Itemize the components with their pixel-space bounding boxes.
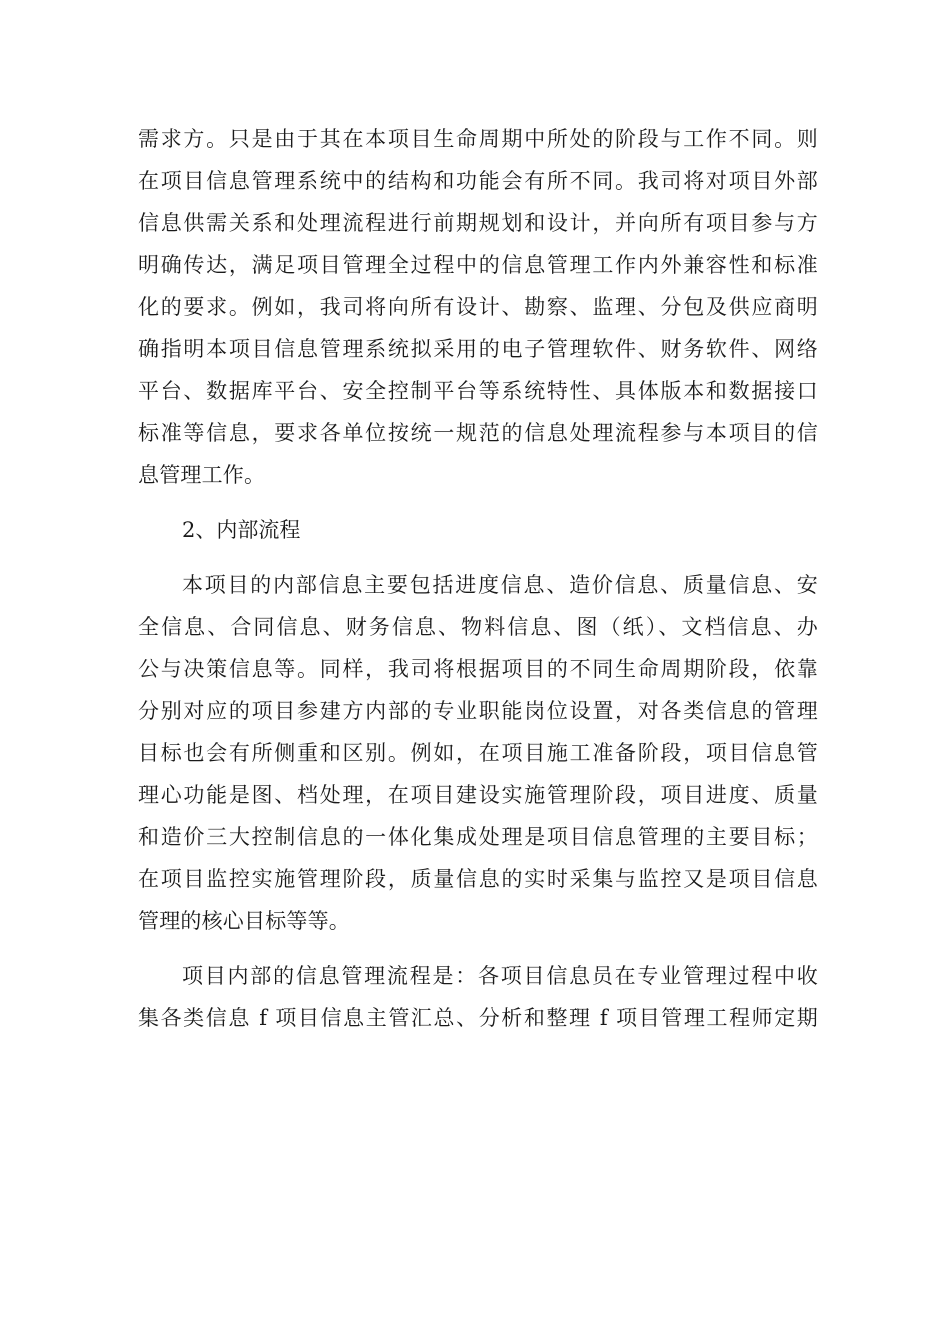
section-heading-internal-flow: 2、内部流程 bbox=[182, 518, 301, 542]
text-line: 息管理工作。 bbox=[138, 463, 266, 487]
text-line: 在项目信息管理系统中的结构和功能会有所不同。我司将对项目外部 bbox=[138, 169, 818, 193]
document-page bbox=[138, 118, 818, 1039]
text-line: 和造价三大控制信息的一体化集成处理是项目信息管理的主要目标； bbox=[138, 825, 818, 849]
text-line: 理心功能是图、档处理，在项目建设实施管理阶段，项目进度、质量 bbox=[138, 783, 818, 807]
text-line: 平台、数据库平台、安全控制平台等系统特性、具体版本和数据接口 bbox=[138, 379, 818, 403]
text-line: 化的要求。例如，我司将向所有设计、勘察、监理、分包及供应商明 bbox=[138, 295, 818, 319]
text-line: 管理的核心目标等等。 bbox=[138, 909, 350, 933]
text-line: 目标也会有所侧重和区别。例如，在项目施工准备阶段，项目信息管 bbox=[138, 741, 818, 765]
text-line: 公与决策信息等。同样，我司将根据项目的不同生命周期阶段，依靠 bbox=[138, 657, 818, 681]
text-line: 需求方。只是由于其在本项目生命周期中所处的阶段与工作不同。则 bbox=[138, 127, 818, 151]
text-line: 项目内部的信息管理流程是：各项目信息员在专业管理过程中收 bbox=[182, 964, 818, 988]
paragraph-internal-info bbox=[138, 564, 818, 942]
text-line: 明确传达，满足项目管理全过程中的信息管理工作内外兼容性和标准 bbox=[138, 253, 818, 277]
text-line: 确指明本项目信息管理系统拟采用的电子管理软件、财务软件、网络 bbox=[138, 337, 818, 361]
text-line: 信息供需关系和处理流程进行前期规划和设计，并向所有项目参与方 bbox=[138, 211, 818, 235]
text-line: 集各类信息 f 项目信息主管汇总、分析和整理 f 项目管理工程师定期 bbox=[138, 1006, 818, 1030]
text-line: 分别对应的项目参建方内部的专业职能岗位设置，对各类信息的管理 bbox=[138, 699, 818, 723]
text-line: 在项目监控实施管理阶段，质量信息的实时采集与监控又是项目信息 bbox=[138, 867, 818, 891]
text-line: 标准等信息，要求各单位按统一规范的信息处理流程参与本项目的信 bbox=[138, 421, 818, 445]
paragraph-external-flow bbox=[138, 118, 818, 496]
text-line: 本项目的内部信息主要包括进度信息、造价信息、质量信息、安 bbox=[182, 573, 818, 597]
paragraph-internal-process bbox=[138, 955, 818, 1039]
text-line: 全信息、合同信息、财务信息、物料信息、图（纸）、文档信息、办 bbox=[138, 615, 818, 639]
